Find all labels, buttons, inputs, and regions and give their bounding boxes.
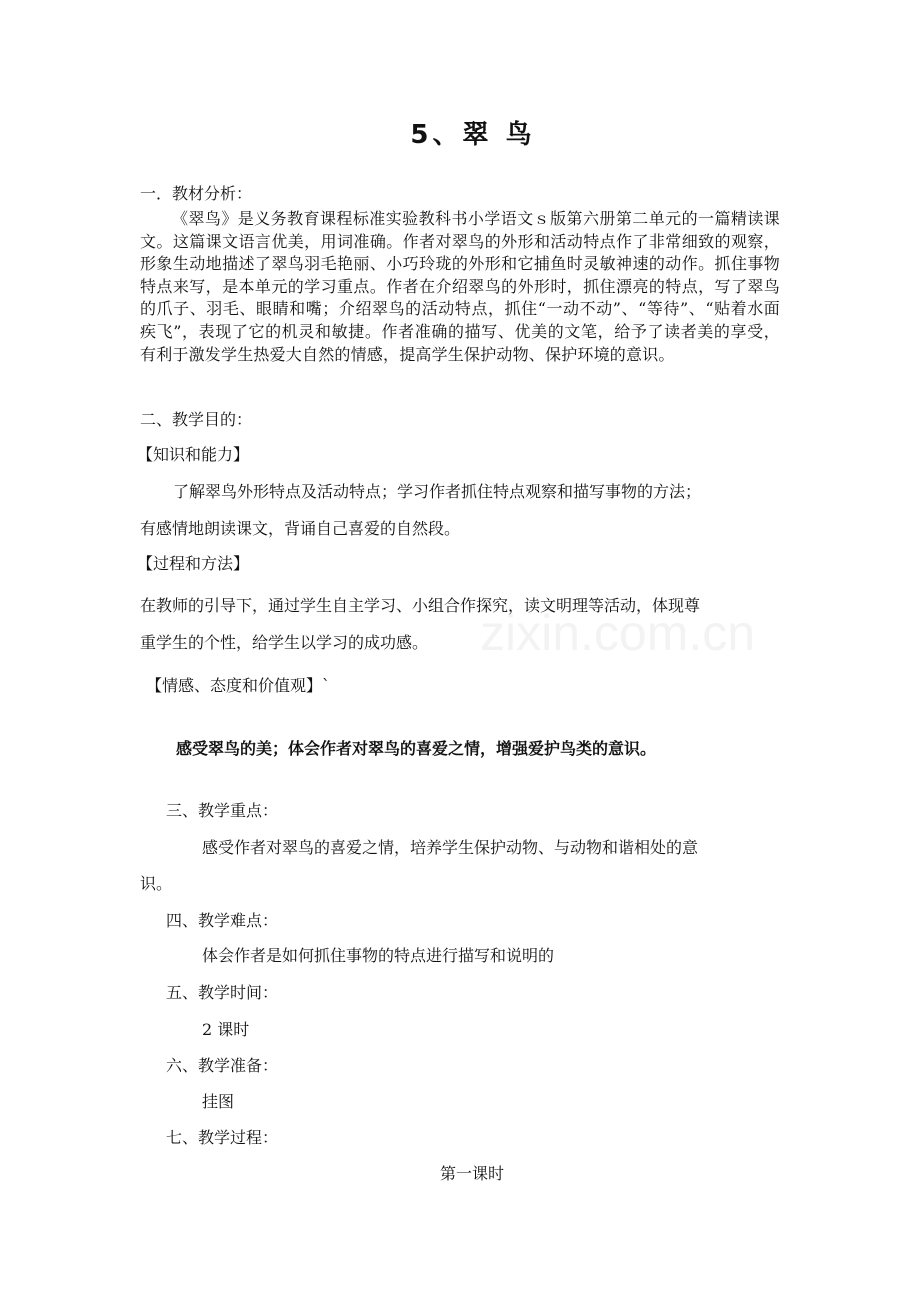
- section-heading-time: 五、教学时间：: [166, 983, 279, 1002]
- preparation-body: 挂图: [202, 1092, 235, 1111]
- watermark-text: zixin.com.cn: [480, 605, 756, 661]
- section-heading-analysis: 一．教材分析：: [140, 184, 253, 203]
- subheading-knowledge: 【知识和能力】: [137, 445, 250, 464]
- section-heading-preparation: 六、教学准备：: [166, 1056, 279, 1075]
- process-line-2: 重学生的个性，给学生以学习的成功感。: [140, 633, 429, 652]
- key-points-line-1: 感受作者对翠鸟的喜爱之情，培养学生保护动物、与动物和谐相处的意: [202, 838, 699, 857]
- page-title: 5、翠 鸟: [410, 120, 536, 150]
- section-heading-process-steps: 七、教学过程：: [166, 1128, 279, 1147]
- lesson-label: 第一课时: [440, 1164, 505, 1183]
- knowledge-line-1: 了解翠鸟外形特点及活动特点；学习作者抓住特点观察和描写事物的方法；: [173, 482, 702, 501]
- analysis-paragraph: 《翠鸟》是义务教育课程标准实验教科书小学语文ｓ版第六册第二单元的一篇精读课文。这篇课文语言优美，用词准确。作者对翠鸟的外形和活动特点作了非常细致的观察，形象生动地描述了翠鸟羽毛艳丽、小巧玲珑的外形和它捕鱼时灵敏神速的动作。抓住事物特点来写，是本单元的学习重点。作者在介绍翠鸟的外形时，抓住漂亮的特点，写了翠鸟的爪子、羽毛、眼睛和嘴；介绍翠鸟的活动特点，抓住“一动不动”、“等待”、“贴着水面疾飞”，表现了它的机灵和敏捷。作者准确的描写、优美的文笔，给予了读者美的享受，有利于激发学生热爱大自然的情感，提高学生保护动物、保护环境的意识。: [140, 209, 780, 364]
- subheading-emotion: 【情感、态度和价值观】`: [146, 676, 331, 695]
- time-body: 2 课时: [202, 1020, 250, 1039]
- process-line-1: 在教师的引导下，通过学生自主学习、小组合作探究，读文明理等活动，体现尊: [140, 596, 701, 615]
- key-points-line-2: 识。: [140, 874, 173, 893]
- emotion-body: 感受翠鸟的美；体会作者对翠鸟的喜爱之情，增强爱护鸟类的意识。: [176, 739, 657, 758]
- difficulties-body: 体会作者是如何抓住事物的特点进行描写和说明的: [202, 946, 555, 965]
- knowledge-line-2: 有感情地朗读课文，背诵自己喜爱的自然段。: [140, 519, 461, 538]
- subheading-process: 【过程和方法】: [137, 554, 250, 573]
- section-heading-key-points: 三、教学重点：: [166, 801, 279, 820]
- section-heading-objectives: 二、教学目的：: [140, 410, 253, 429]
- section-heading-difficulties: 四、教学难点：: [166, 911, 279, 930]
